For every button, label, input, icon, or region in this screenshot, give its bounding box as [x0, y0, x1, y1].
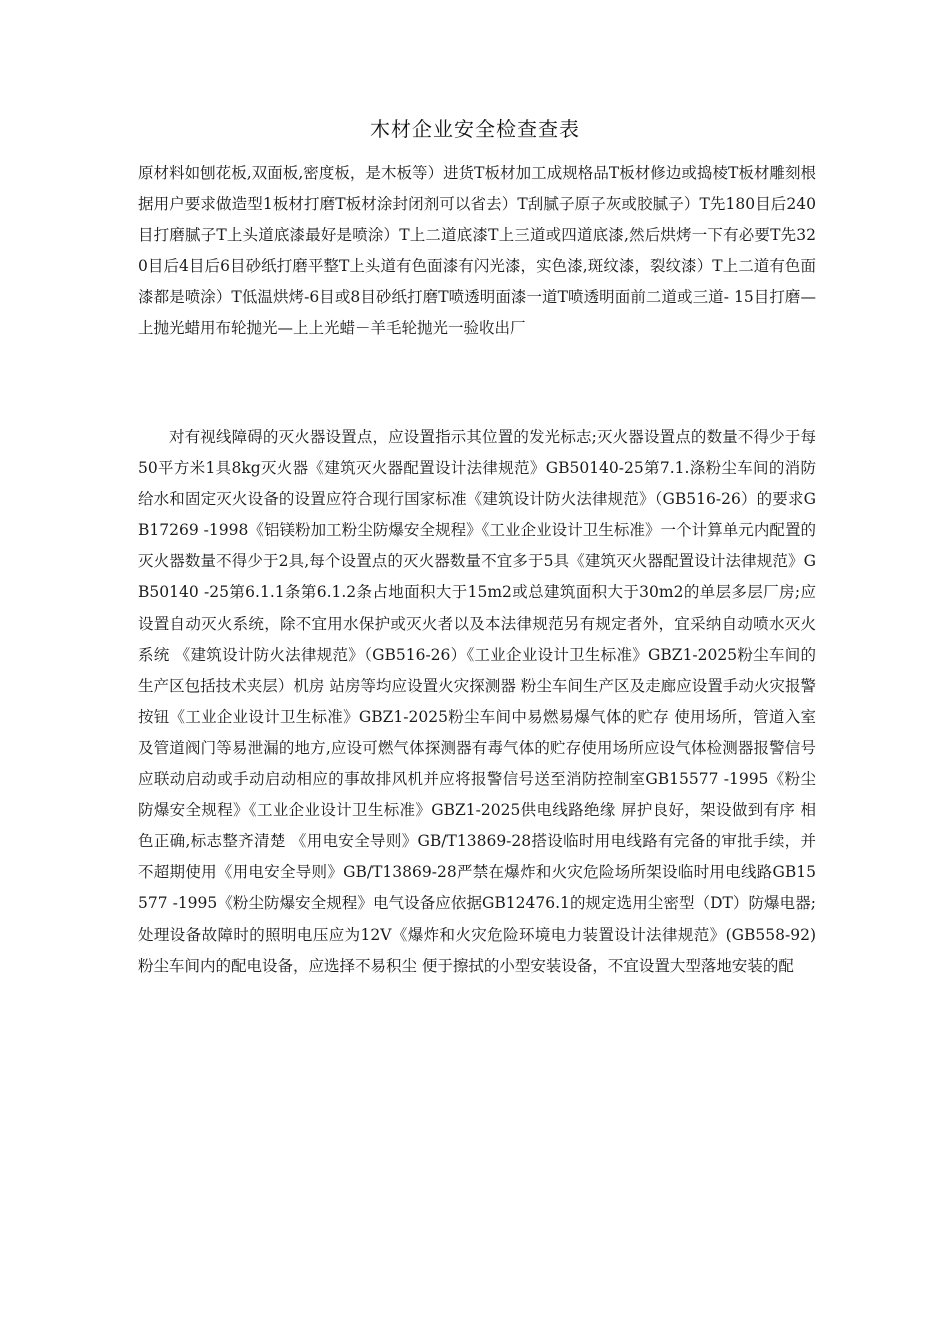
document-title: 木材企业安全检查查表	[370, 117, 580, 141]
paragraph-process-flow: 原材料如刨花板,双面板,密度板，是木板等）进货T板材加工成规格品T板材修边或捣棱T板材雕刻根据用户要求做造型1板材打磨T板材涂封闭剂可以省去）T刮腻子原子灰或胶腻子）T先180目后240目打磨腻子T上头道底漆最好是喷涂）T上二道底漆T上三道或四道底漆,然后烘烤一下有必要T先320目后4目后6目砂纸打磨平整T上头道有色面漆有闪光漆，实色漆,斑纹漆，裂纹漆）T上二道有色面漆都是喷涂）T低温烘烤-6目或8目砂纸打磨T喷透明面漆一道T喷透明面前二道或三道- 15目打磨—上抛光蜡用布轮抛光—上上光蜡－羊毛轮抛光一验收出厂	[138, 164, 816, 338]
paragraph-fire-safety: 对有视线障碍的灭火器设置点，应设置指示其位置的发光标志;灭火器设置点的数量不得少于每50平方米1具8kg灭火器《建筑灭火器配置设计法律规范》GB50140-25第7.1.涤粉尘车间的消防给水和固定灭火设备的设置应符合现行国家标准《建筑设计防火法律规范》（GB516-26）的要求GB17269 -1998《铝镁粉加工粉尘防爆安全规程》《工业企业设计卫生标准》一个计算单元内配置的灭火器数量不得少于2具,每个设置点的灭火器数量不宜多于5具《建筑灭火器配置设计法律规范》GB50140 -25第6.1.1条第6.1.2条占地面积大于15m2或总建筑面积大于30m2的单层多层厂房;应设置自动灭火系统，除不宜用水保护或灭火者以及本法律规范另有规定者外，宜采纳自动喷水灭火系统 《建筑设计防火法律规范》（GB516-26）《工业企业设计卫生标准》GBZ1-2025粉尘车间的生产区包括技术夹层）机房 站房等均应设置火灾探测器 粉尘车间生产区及走廊应设置手动火灾报警按钮《工业企业设计卫生标准》GBZ1-2025粉尘车间中易燃易爆气体的贮存 使用场所，管道入室及管道阀门等易泄漏的地方,应设可燃气体探测器有毒气体的贮存使用场所应设气体检测器报警信号应联动启动或手动启动相应的事故排风机并应将报警信号送至消防控制室GB15577 -1995《粉尘防爆安全规程》《工业企业设计卫生标准》GBZ1-2025供电线路绝缘 屏护良好，架设做到有序 相色正确,标志整齐清楚 《用电安全导则》GB/T13869-28搭设临时用电线路有完备的审批手续，并不超期使用《用电安全导则》GB/T13869-28严禁在爆炸和火灾危险场所架设临时用电线路GB15577 -1995《粉尘防爆安全规程》电气设备应依据GB12476.1的规定选用尘密型（DT）防爆电器;处理设备故障时的照明电压应为12V《爆炸和火灾危险环境电力装置设计法律规范》(GB558-92)粉尘车间内的配电设备，应选择不易积尘 便于擦拭的小型安装设备，不宜设置大型落地安装的配	[138, 428, 816, 975]
